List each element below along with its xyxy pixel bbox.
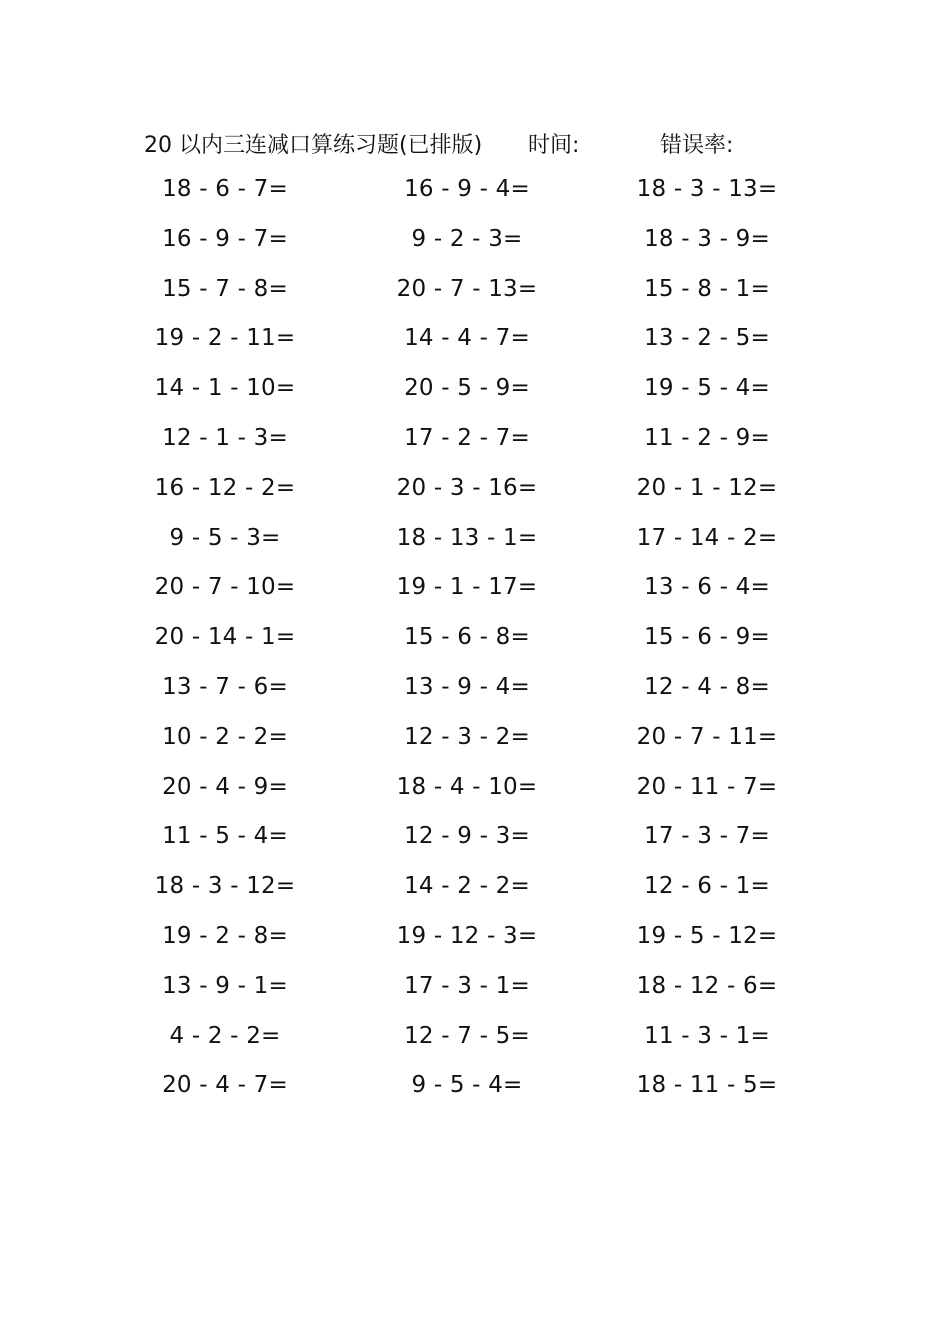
problem-item: 20 - 4 - 9= bbox=[162, 773, 288, 800]
problem-row bbox=[0, 1068, 950, 1118]
problem-item: 12 - 7 - 5= bbox=[404, 1022, 530, 1049]
problem-item: 18 - 11 - 5= bbox=[636, 1072, 778, 1099]
problem-item: 11 - 5 - 4= bbox=[162, 823, 288, 850]
problem-item: 19 - 1 - 17= bbox=[396, 574, 538, 601]
problem-row bbox=[0, 172, 950, 222]
problem-item: 15 - 6 - 8= bbox=[404, 624, 530, 651]
problem-row bbox=[0, 421, 950, 471]
problem-item: 14 - 2 - 2= bbox=[404, 873, 530, 900]
problem-item: 17 - 3 - 1= bbox=[404, 972, 530, 999]
problem-item: 19 - 5 - 4= bbox=[644, 375, 770, 402]
problem-item: 14 - 1 - 10= bbox=[154, 375, 296, 402]
problem-item: 20 - 5 - 9= bbox=[404, 375, 530, 402]
problem-item: 15 - 7 - 8= bbox=[162, 275, 288, 302]
problem-item: 18 - 3 - 12= bbox=[154, 873, 296, 900]
problem-row bbox=[0, 620, 950, 670]
problem-item: 19 - 2 - 8= bbox=[162, 922, 288, 949]
problem-row bbox=[0, 770, 950, 820]
problem-row bbox=[0, 570, 950, 620]
problem-row bbox=[0, 919, 950, 969]
problem-item: 17 - 14 - 2= bbox=[636, 524, 778, 551]
problem-row bbox=[0, 969, 950, 1019]
problem-row bbox=[0, 720, 950, 770]
problem-item: 17 - 3 - 7= bbox=[644, 823, 770, 850]
problem-row bbox=[0, 222, 950, 272]
problem-row bbox=[0, 521, 950, 571]
problem-item: 18 - 6 - 7= bbox=[162, 176, 288, 202]
problem-item: 12 - 4 - 8= bbox=[644, 673, 770, 700]
problem-item: 18 - 12 - 6= bbox=[636, 972, 778, 999]
problem-item: 19 - 12 - 3= bbox=[396, 922, 538, 949]
problem-row bbox=[0, 670, 950, 720]
problem-item: 18 - 13 - 1= bbox=[396, 524, 538, 551]
problem-item: 9 - 5 - 4= bbox=[411, 1072, 523, 1099]
problem-row bbox=[0, 869, 950, 919]
problem-item: 13 - 9 - 4= bbox=[404, 673, 530, 700]
problem-item: 18 - 3 - 9= bbox=[644, 225, 770, 252]
problem-row bbox=[0, 1019, 950, 1069]
worksheet-title: 20 以内三连减口算练习题(已排版) bbox=[144, 133, 483, 158]
problem-item: 9 - 2 - 3= bbox=[411, 225, 523, 252]
problem-item: 11 - 2 - 9= bbox=[644, 424, 770, 451]
problem-item: 13 - 2 - 5= bbox=[644, 325, 770, 352]
problem-item: 17 - 2 - 7= bbox=[404, 424, 530, 451]
problem-item: 16 - 9 - 4= bbox=[404, 176, 530, 202]
problem-item: 4 - 2 - 2= bbox=[169, 1022, 281, 1049]
problem-row bbox=[0, 471, 950, 521]
problem-item: 12 - 6 - 1= bbox=[644, 873, 770, 900]
problem-row bbox=[0, 371, 950, 421]
problem-item: 15 - 6 - 9= bbox=[644, 624, 770, 651]
problem-item: 10 - 2 - 2= bbox=[162, 723, 288, 750]
problem-item: 15 - 8 - 1= bbox=[644, 275, 770, 302]
problem-item: 13 - 7 - 6= bbox=[162, 673, 288, 700]
problem-item: 12 - 3 - 2= bbox=[404, 723, 530, 750]
problem-item: 11 - 3 - 1= bbox=[644, 1022, 770, 1049]
problem-item: 20 - 7 - 13= bbox=[396, 275, 538, 302]
problem-item: 19 - 5 - 12= bbox=[636, 922, 778, 949]
problem-item: 9 - 5 - 3= bbox=[169, 524, 281, 551]
problem-item: 20 - 3 - 16= bbox=[396, 474, 538, 501]
problem-item: 18 - 3 - 13= bbox=[636, 176, 778, 202]
problem-item: 20 - 11 - 7= bbox=[636, 773, 778, 800]
problem-item: 18 - 4 - 10= bbox=[396, 773, 538, 800]
problem-item: 12 - 1 - 3= bbox=[162, 424, 288, 451]
problem-row bbox=[0, 272, 950, 322]
problem-item: 12 - 9 - 3= bbox=[404, 823, 530, 850]
problem-item: 16 - 9 - 7= bbox=[162, 225, 288, 252]
problem-item: 20 - 14 - 1= bbox=[154, 624, 296, 651]
problem-item: 19 - 2 - 11= bbox=[154, 325, 296, 352]
error-rate-label: 错误率: bbox=[660, 133, 734, 158]
problem-item: 14 - 4 - 7= bbox=[404, 325, 530, 352]
worksheet-header bbox=[0, 124, 950, 160]
problem-row bbox=[0, 819, 950, 869]
problem-item: 13 - 6 - 4= bbox=[644, 574, 770, 601]
problem-row bbox=[0, 321, 950, 371]
problem-item: 20 - 7 - 11= bbox=[636, 723, 778, 750]
problem-item: 20 - 1 - 12= bbox=[636, 474, 778, 501]
problem-item: 13 - 9 - 1= bbox=[162, 972, 288, 999]
problem-item: 20 - 7 - 10= bbox=[154, 574, 296, 601]
time-label: 时间: bbox=[528, 133, 580, 158]
problem-item: 16 - 12 - 2= bbox=[154, 474, 296, 501]
problem-item: 20 - 4 - 7= bbox=[162, 1072, 288, 1099]
problem-grid bbox=[0, 172, 950, 1118]
